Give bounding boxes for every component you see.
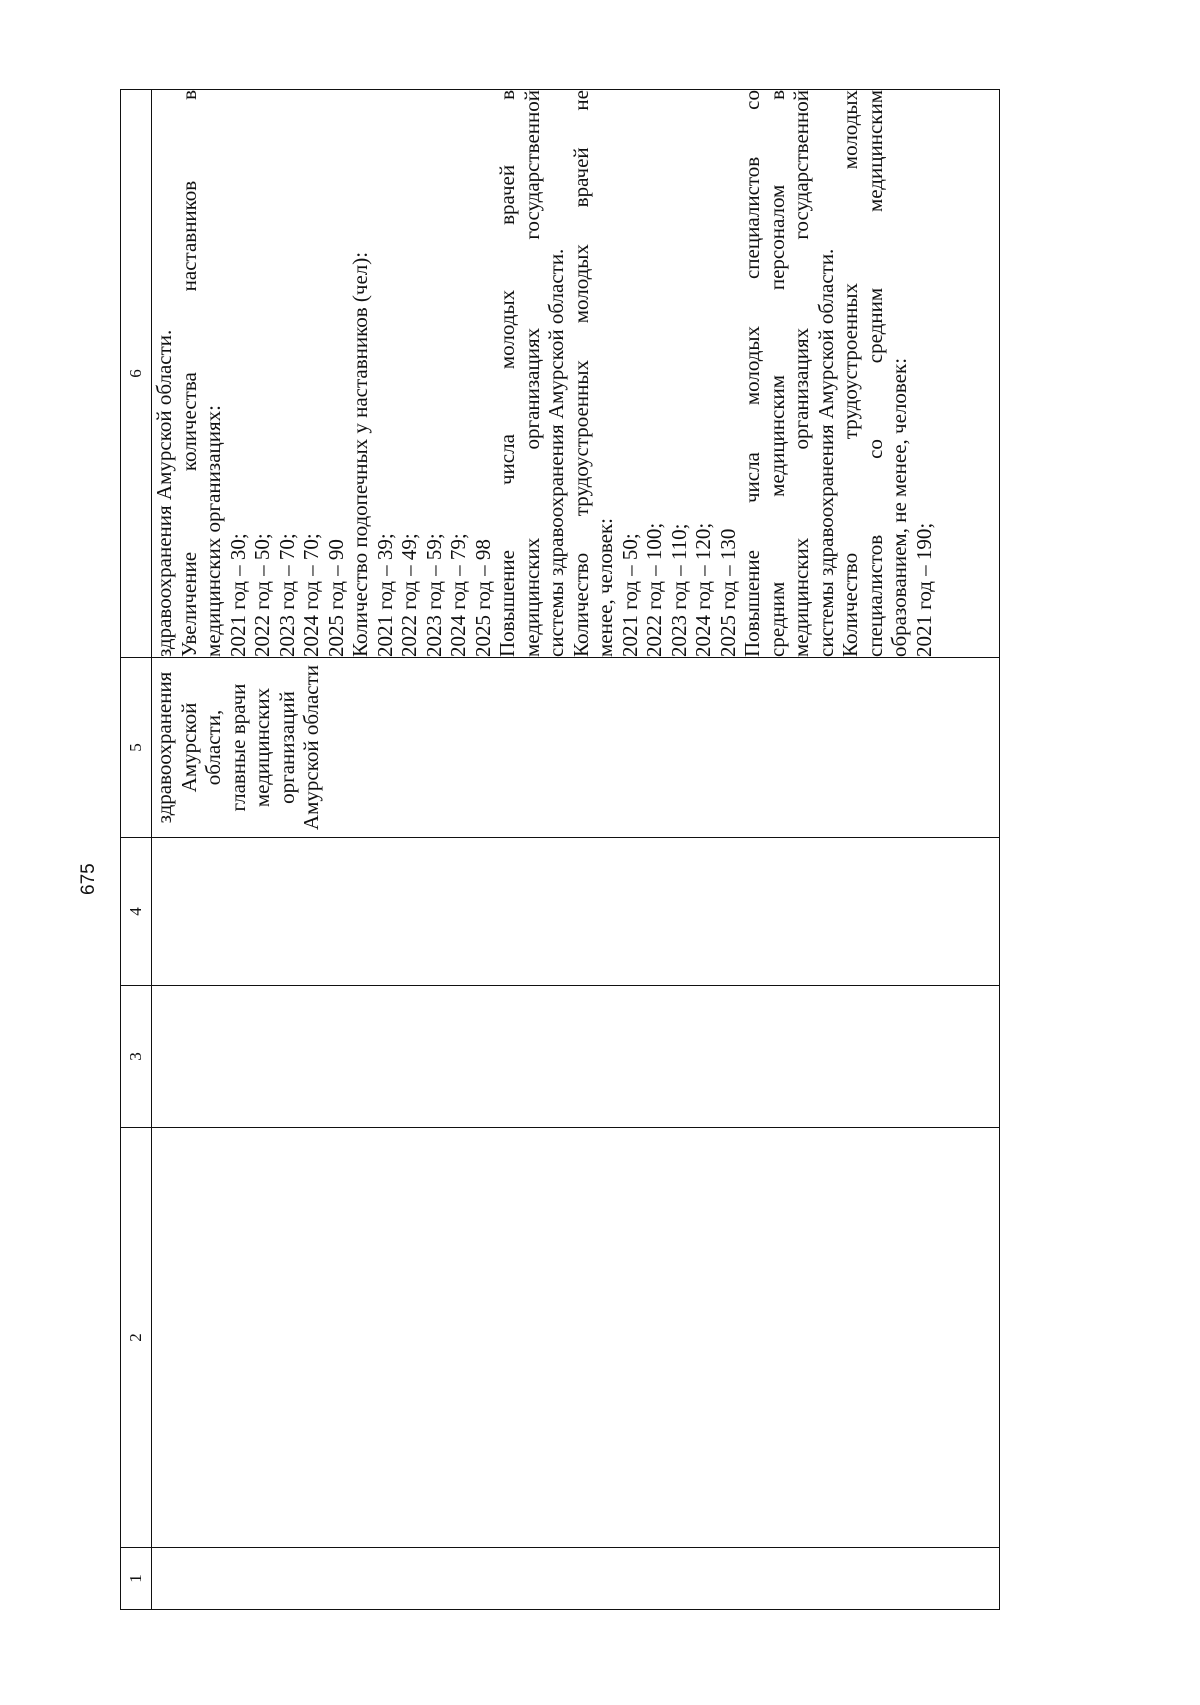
table-header-row xyxy=(121,90,152,1610)
table-row xyxy=(152,90,1000,1610)
program-table xyxy=(120,89,1000,1610)
header-col-5: 5 xyxy=(121,658,152,838)
col5-text-line: главные врачи xyxy=(225,683,250,812)
col6-text-line: 2021 год – 190; xyxy=(911,522,936,657)
col5-text-line: здравоохранения xyxy=(152,671,176,824)
cell-col-5-responsible xyxy=(152,658,1000,838)
col6-text-line: 2022 год – 50; xyxy=(250,533,274,657)
col6-text-line: 2021 год – 50; xyxy=(617,533,642,657)
col6-text-line: медицинских организациях: xyxy=(201,405,225,657)
col6-text-line: системы здравоохранения Амурской области. xyxy=(544,248,568,657)
col6-text-line: 2023 год – 59; xyxy=(421,533,446,657)
col6-text-line: образованием, не менее, человек: xyxy=(887,357,911,657)
header-col-4: 4 xyxy=(121,838,152,986)
col6-text-line: менее, человек: xyxy=(593,517,617,657)
col6-text-line: Повышение числа молодых врачей в xyxy=(495,90,519,657)
col6-text-line: 2021 год – 39; xyxy=(372,533,397,657)
col6-text-line: 2023 год – 110; xyxy=(666,523,691,657)
col6-text-line: 2025 год – 98 xyxy=(470,539,495,657)
header-col-1: 1 xyxy=(121,1548,152,1610)
cell-col-4 xyxy=(152,838,1000,986)
col6-text-line: Увеличение количества наставников в xyxy=(176,90,201,657)
col5-text-line: Амурской xyxy=(176,702,201,793)
col6-text-line: 2021 год – 30; xyxy=(225,533,250,657)
col6-text-line: Количество трудоустроенных молодых xyxy=(838,90,862,657)
col6-text-line: специалистов со средним медицинским xyxy=(862,90,887,657)
rotated-table-container xyxy=(120,90,1000,1610)
header-col-3: 3 xyxy=(121,986,152,1128)
cell-col-2 xyxy=(152,1128,1000,1548)
col6-text-line: системы здравоохранения Амурской области. xyxy=(813,248,838,657)
col5-text-line: медицинских xyxy=(250,687,274,808)
cell-col-1 xyxy=(152,1548,1000,1610)
col6-text-line: 2022 год – 100; xyxy=(642,522,666,657)
cell-col-6-indicators xyxy=(152,90,1000,658)
header-col-2: 2 xyxy=(121,1128,152,1548)
header-col-6: 6 xyxy=(121,90,152,658)
col6-text-line: Количество трудоустроенных молодых врачей не xyxy=(568,90,593,657)
col5-text-line: области, xyxy=(201,709,225,786)
col6-text-line: 2024 год – 79; xyxy=(446,533,470,657)
col6-text-line: 2023 год – 70; xyxy=(274,533,299,657)
col6-text-line: 2024 год – 70; xyxy=(299,533,323,657)
col6-text-line: 2022 год – 49; xyxy=(397,533,421,657)
col6-text-line: средним медицинским персоналом в xyxy=(764,90,789,657)
col5-text-line: Амурской области xyxy=(299,664,323,831)
col6-text-line: медицинских организациях государственной xyxy=(789,90,813,657)
col6-text-line: 2025 год – 90 xyxy=(323,539,348,657)
cell-col-3 xyxy=(152,986,1000,1128)
col6-text-line: 2024 год – 120; xyxy=(691,522,715,657)
col6-text-line: Повышение числа молодых специалистов со xyxy=(740,90,764,657)
col6-text-line: 2025 год – 130 xyxy=(715,528,740,657)
col6-text-line: Количество подопечных у наставников (чел): xyxy=(348,251,372,657)
col5-text-line: организаций xyxy=(274,691,299,804)
col6-text-line: медицинских организациях государственной xyxy=(519,90,544,657)
page-number: 675 xyxy=(78,863,99,895)
col6-text-line: здравоохранения Амурской области. xyxy=(152,329,176,657)
